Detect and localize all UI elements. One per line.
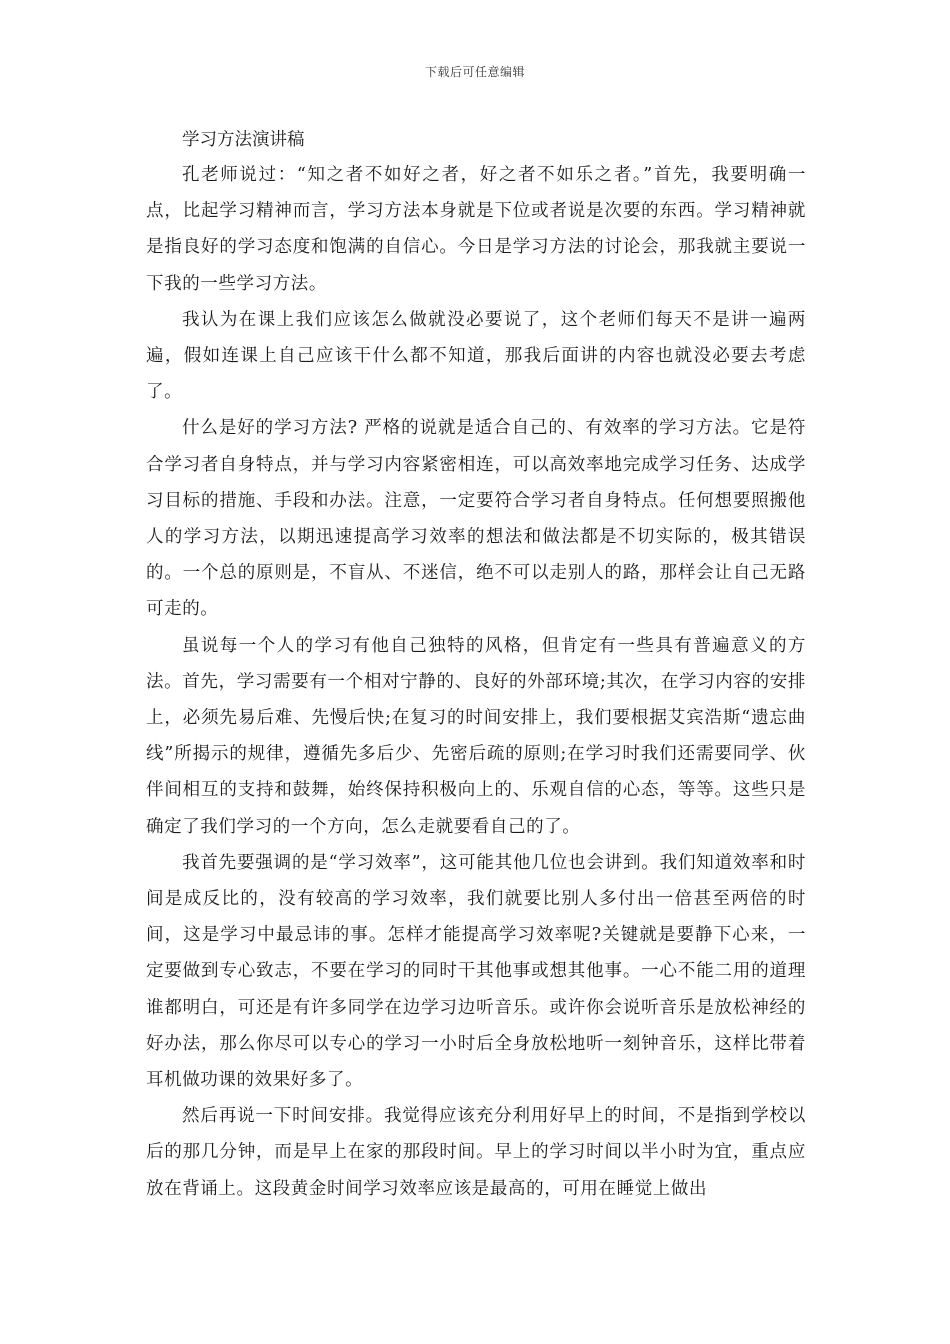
paragraph-5: 我首先要强调的是“学习效率”，这可能其他几位也会讲到。我们知道效率和时间是成反比的，没有较高的学习效率，我们就要比别人多付出一倍甚至两倍的时间，这是学习中最忌讳的事。怎样才能提高学习效率呢?关键就是要静下心来，一定要做到专心致志，不要在学习的同时干其他事或想其他事。一心不能二用的道理谁都明白，可还是有许多同学在边学习边听音乐。或许你会说听音乐是放松神经的好办法，那么你尽可以专心的学习一小时后全身放松地听一刻钟音乐，这样比带着耳机做功课的效果好多了。 [146, 852, 806, 1091]
paragraph-1: 孔老师说过：“知之者不如好之者，好之者不如乐之者。”首先，我要明确一点，比起学习精神而言，学习方法本身就是下位或者说是次要的东西。学习精神就是指良好的学习态度和饱满的自信心。今日是学习方法的讨论会，那我就主要说一下我的一些学习方法。 [146, 165, 806, 294]
paragraph-2: 我认为在课上我们应该怎么做就没必要说了，这个老师们每天不是讲一遍两遍，假如连课上自己应该干什么都不知道，那我后面讲的内容也就没必要去考虑了。 [146, 309, 806, 403]
document-title: 学习方法演讲稿 [182, 130, 305, 150]
page-header-note: 下载后可任意编辑 [424, 65, 525, 79]
paragraph-4: 虽说每一个人的学习有他自己独特的风格，但肯定有一些具有普遍意义的方法。首先，学习需要有一个相对宁静的、良好的外部环境;其次，在学习内容的安排上，必须先易后难、先慢后快;在复习的时间安排上，我们要根据艾宾浩斯“遗忘曲线”所揭示的规律，遵循先多后少、先密后疏的原则;在学习时我们还需要同学、伙伴间相互的支持和鼓舞，始终保持积极向上的、乐观自信的心态，等等。这些只是确定了我们学习的一个方向，怎么走就要看自己的了。 [146, 635, 806, 837]
document-body [146, 126, 806, 1207]
paragraph-6: 然后再说一下时间安排。我觉得应该充分利用好早上的时间，不是指到学校以后的那几分钟，而是早上在家的那段时间。早上的学习时间以半小时为宜，重点应放在背诵上。这段黄金时间学习效率应该是最高的，可用在睡觉上做出 [146, 1106, 806, 1199]
paragraph-3: 什么是好的学习方法? 严格的说就是适合自己的、有效率的学习方法。它是符合学习者自身特点，并与学习内容紧密相连，可以高效率地完成学习任务、达成学习目标的措施、手段和办法。注意，一定要符合学习者自身特点。任何想要照搬他人的学习方法，以期迅速提高学习效率的想法和做法都是不切实际的，极其错误的。一个总的原则是，不盲从、不迷信，绝不可以走别人的路，那样会让自己无路可走的。 [146, 418, 806, 620]
